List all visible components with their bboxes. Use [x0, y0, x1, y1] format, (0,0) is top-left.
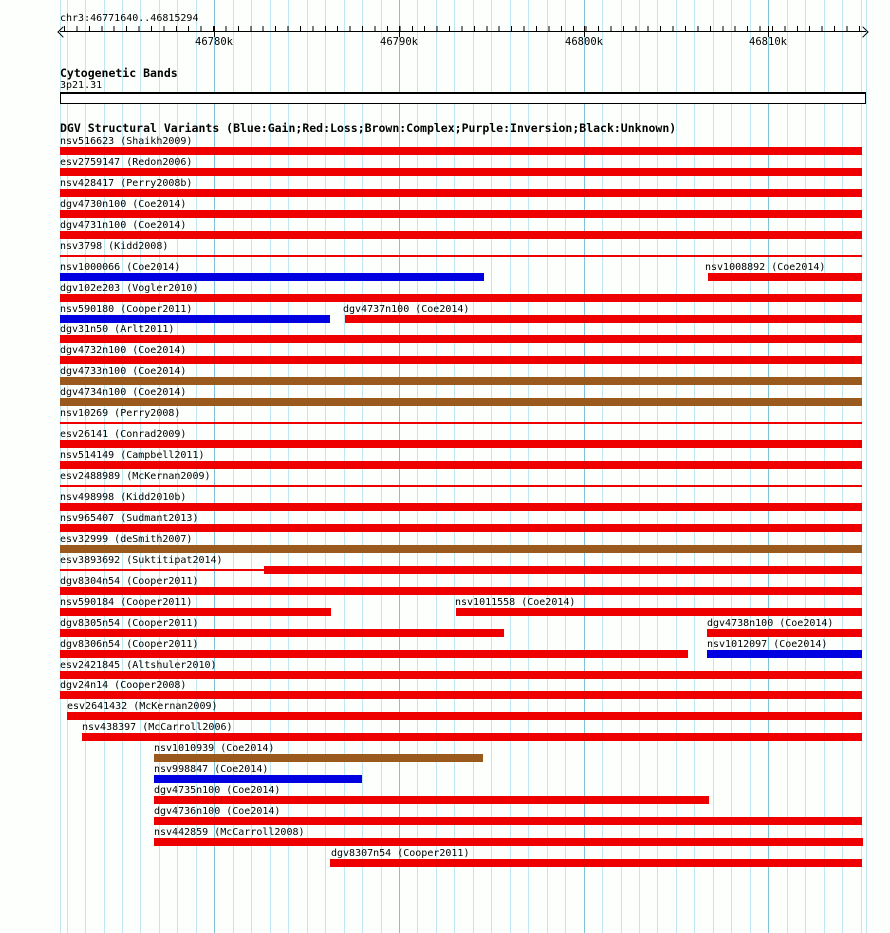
gridline — [866, 0, 867, 933]
variant-bar[interactable] — [60, 147, 862, 155]
cytoband-glyph[interactable] — [60, 92, 866, 104]
variant-bar[interactable] — [60, 503, 862, 511]
variant-bar[interactable] — [60, 422, 862, 424]
variant-label: nsv438397 (McCarroll2006) — [82, 722, 233, 733]
variant-label: dgv4731n100 (Coe2014) — [60, 220, 187, 231]
variant-bar[interactable] — [82, 733, 862, 741]
variant-bar[interactable] — [154, 775, 362, 783]
variant-bar[interactable] — [60, 461, 862, 469]
variant-label: nsv428417 (Perry2008b) — [60, 178, 193, 189]
variant-label: dgv8305n54 (Cooper2011) — [60, 618, 199, 629]
variant-label: dgv4734n100 (Coe2014) — [60, 387, 187, 398]
variant-bar[interactable] — [60, 335, 862, 343]
variant-bar[interactable] — [60, 671, 862, 679]
ruler-tick-label: 46780k — [195, 36, 233, 48]
variant-bar[interactable] — [60, 273, 484, 281]
variant-label: esv2641432 (McKernan2009) — [67, 701, 218, 712]
variant-bar[interactable] — [60, 485, 862, 487]
variant-bar[interactable] — [60, 315, 330, 323]
variant-bar[interactable] — [456, 608, 862, 616]
variant-label: nsv590184 (Cooper2011) — [60, 597, 193, 608]
variant-label: dgv8306n54 (Cooper2011) — [60, 639, 199, 650]
variant-bar[interactable] — [60, 189, 862, 197]
variant-bar[interactable] — [60, 356, 862, 364]
variant-label: dgv8307n54 (Cooper2011) — [331, 848, 470, 859]
variant-label: esv2488989 (McKernan2009) — [60, 471, 211, 482]
variant-bar[interactable] — [60, 691, 862, 699]
variant-bar[interactable] — [154, 754, 483, 762]
variant-label: dgv4732n100 (Coe2014) — [60, 345, 187, 356]
variant-bar[interactable] — [330, 859, 862, 867]
variant-label: nsv965407 (Sudmant2013) — [60, 513, 199, 524]
variant-label: esv2759147 (Redon2006) — [60, 157, 193, 168]
variant-bar[interactable] — [60, 377, 862, 385]
variant-label: nsv516623 (Shaikh2009) — [60, 136, 193, 147]
variant-label: esv26141 (Conrad2009) — [60, 429, 187, 440]
variant-bar[interactable] — [60, 545, 862, 553]
ruler-tick-label: 46800k — [565, 36, 603, 48]
variant-label: nsv10269 (Perry2008) — [60, 408, 181, 419]
variant-label: dgv4736n100 (Coe2014) — [154, 806, 281, 817]
variant-bar[interactable] — [60, 210, 862, 218]
variant-label: dgv4738n100 (Coe2014) — [707, 618, 834, 629]
variant-label: nsv1011558 (Coe2014) — [455, 597, 576, 608]
variant-label: nsv1010939 (Coe2014) — [154, 743, 275, 754]
ruler-tick-label: 46810k — [749, 36, 787, 48]
variant-bar[interactable] — [60, 524, 862, 532]
variant-label: dgv102e203 (Vogler2010) — [60, 283, 199, 294]
variant-label: dgv4735n100 (Coe2014) — [154, 785, 281, 796]
variant-bar[interactable] — [60, 569, 264, 571]
variant-bar[interactable] — [60, 168, 862, 176]
variant-label: dgv4733n100 (Coe2014) — [60, 366, 187, 377]
variant-label: nsv498998 (Kidd2010b) — [60, 492, 187, 503]
variant-label: nsv3798 (Kidd2008) — [60, 241, 169, 252]
variant-bar[interactable] — [60, 608, 331, 616]
variant-label: dgv8304n54 (Cooper2011) — [60, 576, 199, 587]
variant-bar[interactable] — [60, 398, 862, 406]
variant-label: nsv1000066 (Coe2014) — [60, 262, 181, 273]
variant-label: nsv1008892 (Coe2014) — [705, 262, 826, 273]
variant-label: dgv31n50 (Arlt2011) — [60, 324, 175, 335]
variant-label: nsv590180 (Cooper2011) — [60, 304, 193, 315]
cytoband-label: 3p21.31 — [60, 80, 103, 91]
variant-bar[interactable] — [60, 650, 688, 658]
variant-bar[interactable] — [60, 294, 862, 302]
variant-bar[interactable] — [60, 440, 862, 448]
region-title: chr3:46771640..46815294 — [60, 13, 199, 24]
variant-label: esv2421845 (Altshuler2010) — [60, 660, 217, 671]
variant-label: dgv4730n100 (Coe2014) — [60, 199, 187, 210]
variant-bar[interactable] — [60, 629, 504, 637]
variant-bar[interactable] — [60, 587, 862, 595]
variant-bar[interactable] — [708, 273, 862, 281]
variant-bar[interactable] — [60, 231, 862, 239]
variant-bar[interactable] — [707, 650, 862, 658]
ruler-minor-ticks — [64, 26, 864, 31]
variant-label: dgv4737n100 (Coe2014) — [343, 304, 470, 315]
variant-label: dgv24n14 (Cooper2008) — [60, 680, 187, 691]
variant-label: nsv998847 (Coe2014) — [154, 764, 269, 775]
dgv-track-header: DGV Structural Variants (Blue:Gain;Red:Loss;Brown:Complex;Purple:Inversion;Black:Unknown) — [60, 121, 677, 135]
variant-bar[interactable] — [154, 838, 863, 846]
variant-label: esv3893692 (Suktitipat2014) — [60, 555, 223, 566]
variant-label: nsv514149 (Campbell2011) — [60, 450, 205, 461]
variant-bar[interactable] — [67, 712, 862, 720]
variant-bar[interactable] — [154, 817, 862, 825]
variant-bar[interactable] — [60, 255, 862, 257]
variant-bar[interactable] — [707, 629, 862, 637]
cytogenetic-bands-header: Cytogenetic Bands — [60, 66, 178, 80]
variant-label: nsv1012097 (Coe2014) — [707, 639, 828, 650]
variant-label: esv32999 (deSmith2007) — [60, 534, 193, 545]
variant-bar[interactable] — [345, 315, 862, 323]
variant-label: nsv442859 (McCarroll2008) — [154, 827, 305, 838]
variant-bar[interactable] — [154, 796, 709, 804]
variant-bar[interactable] — [264, 566, 862, 574]
ruler-axis-line — [60, 31, 866, 32]
ruler-tick-label: 46790k — [380, 36, 418, 48]
